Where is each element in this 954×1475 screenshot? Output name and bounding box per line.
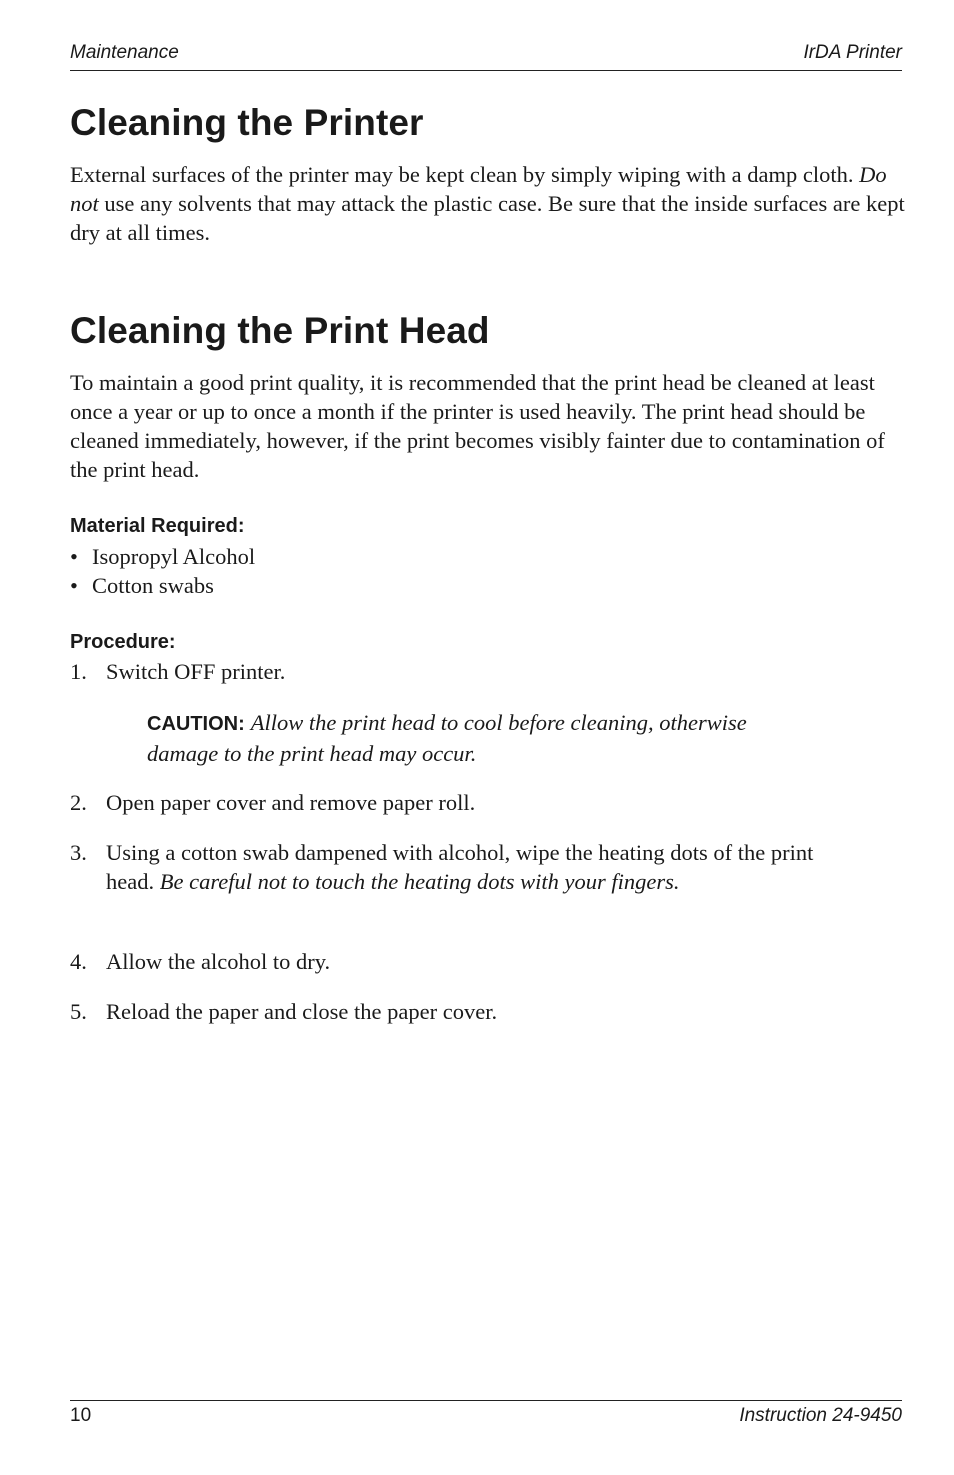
list-item: • Isopropyl Alcohol	[70, 544, 256, 569]
paragraph-print-head-intro: To maintain a good print quality, it is recommended that the print head be cleaned at least once a year or up to once a month if the printer is used heavily. The print head should be cleaned immediately, however, if the print becomes visibly fainter due to contamination of the print head.	[70, 370, 885, 482]
page-footer	[70, 1400, 902, 1431]
page-header	[70, 40, 902, 71]
caution-note: CAUTION: Allow the print head to cool before cleaning, otherwise damage to the print head may occur.	[147, 710, 747, 766]
heading-cleaning-print-head: Cleaning the Print Head	[70, 310, 490, 351]
procedure-step-1: 1. Switch OFF printer.	[70, 659, 286, 684]
procedure-label: Procedure:	[70, 631, 176, 653]
material-required-label: Material Required:	[70, 515, 245, 537]
materials-list	[70, 542, 255, 600]
caution-label: CAUTION:	[147, 713, 245, 735]
heading-cleaning-printer: Cleaning the Printer	[70, 102, 424, 143]
header-product: IrDA Printer	[803, 42, 902, 63]
paragraph-cleaning-printer: External surfaces of the printer may be kept clean by simply wiping with a damp cloth. Do not use any solvents that may attack the plastic case. Be sure that the inside surfaces are kept dry at all times.	[70, 162, 905, 245]
list-item: • Cotton swabs	[70, 573, 214, 598]
procedure-step-2: 2. Open paper cover and remove paper roll.	[70, 790, 476, 815]
page-number: 10	[70, 1405, 92, 1426]
procedure-step-3: 3. Using a cotton swab dampened with alcohol, wipe the heating dots of the print head. Be careful not to touch the heating dots with your fingers.	[70, 840, 814, 894]
document-number: Instruction 24-9450	[739, 1405, 902, 1426]
procedure-step-5: 5. Reload the paper and close the paper cover.	[70, 999, 498, 1024]
header-section: Maintenance	[70, 42, 179, 63]
procedure-step-4: 4. Allow the alcohol to dry.	[70, 949, 331, 974]
